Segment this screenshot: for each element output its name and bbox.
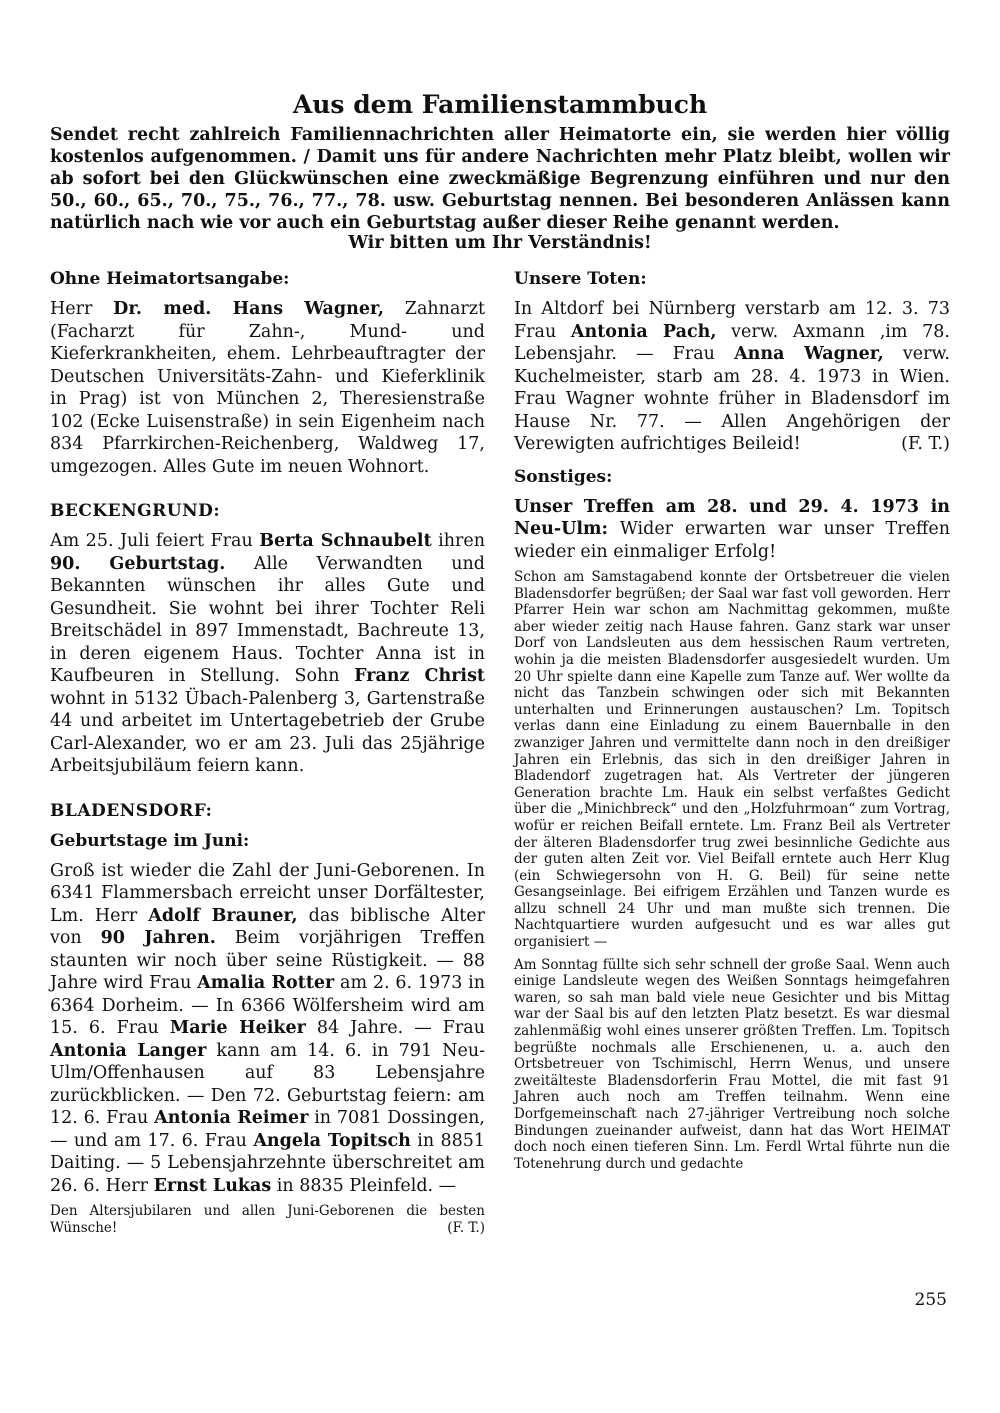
section-heading: BECKENGRUND: [50,501,221,521]
section-heading: Unsere Toten: [514,269,647,289]
section-ohne-heimatortsangabe [50,268,485,478]
paragraph-saturday: Schon am Samstagabend konnte der Ortsbetreuer die vielen Bladensdorfer begrüßen; der Saal war fast voll geworden. Herr Pfarrer Hein war schon am Nachmittag gekommen, mußte aber wieder zeitig nach Hause fahren. Ganz stark war unser Dorf von Landsleuten aus dem hessischen Raum vertreten, wohin ja die meisten Bladensdorfer ausgesiedelt wurden. Um 20 Uhr spielte dann eine Kapelle zum Tanze auf. Wer wollte da nicht das Tanzbein schwingen oder sich mit Bekannten unterhalten und Erinnerungen austauschen? Lm. Topitsch verlas dann eine Einladung zu einem Bauernballe in den zwanziger Jahren und vermittelte dann noch in den dreißiger Jahren ein Erlebnis, das sich in den dreißiger Jahren in Bladendorf zugetragen hat. Als Vertreter der jüngeren Generation brachte Lm. Hauk ein selbst verfaßtes Gedicht über die „Minichbreck“ und den „Holzfuhrmoan“ zum Vortrag, wofür er reichen Beifall erntete. Lm. Franz Beil als Vertreter der älteren Bladensdorfer trug zwei besinnliche Gedichte aus der guten alten Zeit vor. Viel Beifall erntete auch Herr Klug (ein Schwiegersohn von H. G. Beil) für seine nette Gesangseinlage. Bei eifrigem Erzählen und Tanzen wurde es allzu schnell 24 Uhr und man mußte sich trennen. Die Nachtquartiere wurden aufgesucht und es war alles gut organisiert — [514,569,950,951]
section-sonstiges [514,466,950,1173]
signature: (F. T.) [447,1219,485,1236]
section-subheading: Geburtstage im Juni: [50,830,250,851]
paragraph-treffen-lead: Unser Treffen am 28. und 29. 4. 1973 in Neu-Ulm: Wider erwarten war unser Treffen wieder ein einmaliger Erfolg! [514,496,950,562]
section-heading: Sonstiges: [514,466,613,487]
signature: (F. T.) [901,434,950,454]
intro-closing-line: Wir bitten um Ihr Verständnis! [348,233,652,253]
left-column [50,268,485,1236]
page-title: Aus dem Familienstammbuch [292,90,708,119]
paragraph-wagner: Herr Dr. med. Hans Wagner, Zahnarzt (Facharzt für Zahn-, Mund- und Kieferkrankheiten, ehem. Lehrbeauftragter der Deutschen Universitäts-Zahn- und Kieferklinik in Prag) ist von München 2, Theresienstraße 102 (Ecke Luisenstraße) in sein Eigenheim nach 834 Pfarrkirchen-Reichenberg, Waldweg 17, umgezogen. Alles Gute im neuen Wohnort. [50,299,485,477]
paragraph-birthdays: Groß ist wieder die Zahl der Juni-Geborenen. In 6341 Flammersbach erreicht unser Dorfältester, Lm. Herr Adolf Brauner, das biblische Alter von 90 Jahren. Beim vorjährigen Treffen staunten wir noch über seine Rüstigkeit. — 88 Jahre wird Frau Amalia Rotter am 2. 6. 1973 in 6364 Dorheim. — In 6366 Wölfersheim wird am 15. 6. Frau Marie Heiker 84 Jahre. — Frau Antonia Langer kann am 14. 6. in 791 Neu-Ulm/Offenhausen auf 83 Lebensjahre zurückblicken. — Den 72. Geburtstag feiern: am 12. 6. Frau Antonia Reimer in 7081 Dossingen, — und am 17. 6. Frau Angela Topitsch in 8851 Daiting. — 5 Lebensjahrzehnte überschreitet am 26. 6. Herr Ernst Lukas in 8835 Pleinfeld. — [50,860,486,1196]
section-unsere-toten [514,268,950,456]
section-heading: Ohne Heimatortsangabe: [50,269,290,289]
right-column [514,268,950,1172]
page-number: 255 [914,1290,947,1310]
paragraph-schnaubelt: Am 25. Juli feiert Frau Berta Schnaubelt ihren 90. Geburtstag. Alle Verwandten und Bekannten wünschen ihr alles Gute und Gesundheit. Sie wohnt bei ihrer Tochter Reli Breitschädel in 897 Immenstadt, Bachreute 13, in deren eigenem Haus. Tochter Anna ist in Kaufbeuren in Stellung. Sohn Franz Christ wohnt in 5132 Übach-Palenberg 3, Gartenstraße 44 und arbeitet im Untertagebetrieb der Grube Carl-Alexander, wo er am 23. Juli das 25jährige Arbeitsjubiläum feiern kann. [50,531,486,776]
section-bladensdorf [50,800,485,1237]
closing-wishes: Den Altersjubilaren und allen Juni-Geborenen die besten Wünsche! (F. T.) [50,1203,485,1236]
intro-paragraph: Sendet recht zahlreich Familiennachrichten aller Heimatorte ein, sie werden hier völlig kostenlos aufgenommen. / Damit uns für andere Nachrichten mehr Platz bleibt, wollen wir ab sofort bei den Glückwünschen eine zweckmäßige Begrenzung einführen und nur den 50., 60., 65., 70., 75., 76., 77., 78. usw. Geburtstag nennen. Bei besonderen Anlässen kann natürlich nach wie vor auch ein Geburtstag außer dieser Reihe genannt werden. [50,125,950,233]
section-heading: BLADENSDORF: [50,800,213,821]
section-beckengrund [50,500,485,778]
paragraph-sunday: Am Sonntag füllte sich sehr schnell der große Saal. Wenn auch einige Landsleute wegen des Weißen Sonntags heimgefahren waren, so sah man bald viele neue Gesichter und bis Mittag war der Saal bis auf den letzten Platz besetzt. Es war diesmal zahlenmäßig wohl eines unserer größten Treffen. Lm. Topitsch begrüßte nochmals alle Erschienenen, u. a. auch den Ortsbetreuer von Tschimischl, Herrn Wenus, und unsere zweitälteste Bladensdorferin Frau Mottel, die mit fast 91 Jahren auch noch am Treffen teilnahm. Wenn eine Dorfgemeinschaft nach 27-jähriger Vertreibung noch solche Bindungen zueinander aufweist, dann hat das Wort HEIMAT doch noch einen tieferen Sinn. Lm. Ferdl Wrtal führte nun die Totenehrung durch und gedachte [514,956,950,1172]
paragraph-obituaries: In Altdorf bei Nürnberg verstarb am 12. 3. 73 Frau Antonia Pach, verw. Axmann ‚im 78. Lebensjahr. — Frau Anna Wagner, verw. Kuchelmeister, starb am 28. 4. 1973 in Wien. Frau Wagner wohnte früher in Bladensdorf im Hause Nr. 77. — Allen Angehörigen der Verewigten aufrichtiges Beileid! (F. T.) [514,299,950,454]
